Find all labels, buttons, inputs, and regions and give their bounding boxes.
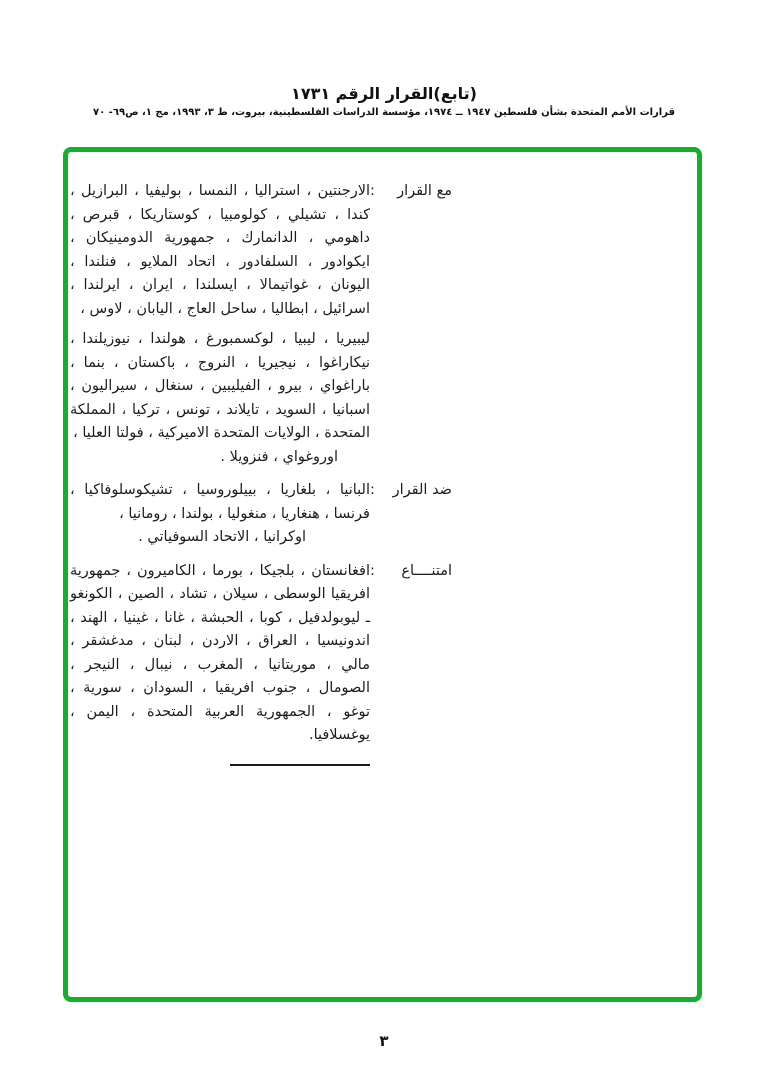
vote-group-against-countries	[70, 479, 370, 550]
vote-group-with	[68, 180, 452, 469]
page-number: ٣	[379, 1032, 389, 1050]
vote-group-against-label: ضد القرار	[392, 482, 452, 498]
label-colon: :	[370, 183, 375, 199]
label-colon: :	[370, 482, 375, 498]
with-countries-paragraph-2: ليبيريا ، ليبيا ، لوكسمبورغ ، هولندا ، نيوزيلندا ، نيكاراغوا ، نيجيريا ، النروج ، باكستان ، بنما ، باراغواي ، بيرو ، الفيليبين ، سنغال ، سيراليون ، اسبانيا ، السويد ، تايلاند ، تونس ، تركيا ، المملكة المتحدة ، الولايات المتحدة الاميركية ، فولتا العليا ،	[70, 331, 370, 441]
against-countries-paragraph: البانيا ، بلغاريا ، بييلوروسيا ، تشيكوسلوفاكيا ، فرنسا ، هنغاريا ، منغوليا ، بولندا ، رومانيا ،	[70, 482, 370, 522]
source-citation: قرارات الأمم المتحدة بشأن فلسطين ١٩٤٧ ــ ١٩٧٤، مؤسسة الدراسات الفلسطينية، بيروت، ط ٣، ١٩٩٣، مج ١، ص٦٩- ٧٠	[92, 107, 675, 118]
content-frame	[63, 147, 702, 1002]
vote-group-abstain-label-cell	[370, 560, 452, 748]
label-colon: :	[370, 562, 375, 579]
with-countries-paragraph-1: الارجنتين ، استراليا ، النمسا ، بوليفيا ، البرازيل ، كندا ، تشيلي ، كولومبيا ، كوستاريكا ، قبرص ، داهومي ، الدانمارك ، جمهورية الدومينيكان ، ايكوادور ، السلفادور ، اتحاد الملايو ، فنلندا ، اليونان ، غواتيمالا ، ايسلندا ، ايران ، ايرلندا ، اسرائيل ، ابطاليا ، ساحل العاج ، اليابان ، لاوس ،	[70, 183, 370, 317]
vote-group-with-label: مع القرار	[397, 183, 452, 199]
vote-group-abstain	[68, 560, 452, 748]
vote-group-abstain-countries	[70, 560, 370, 748]
vote-record	[68, 152, 452, 766]
vote-group-abstain-label: امتنــــاع	[401, 562, 452, 579]
against-countries-last-line: اوكرانيا ، الاتحاد السوفياتي .	[138, 529, 306, 545]
page-title: (تابع)القرار الرقم ١٧٣١	[291, 84, 477, 103]
with-countries-last-line: اوروغواي ، فنزويلا .	[220, 448, 338, 465]
vote-group-against	[68, 479, 452, 550]
abstain-countries-paragraph: افغانستان ، بلجيكا ، بورما ، الكاميرون ، جمهورية افريقيا الوسطى ، سيلان ، تشاد ، الصين ، الكونغو ـ ليوبولدفيل ، كوبا ، الحبشة ، غانا ، غينيا ، الهند ، اندونيسيا ، العراق ، الاردن ، لبنان ، مدغشقر ، مالي ، موريتانيا ، المغرب ، نيبال ، النيجر ، الصومال ، جنوب افريقيا ، السودان ، سورية ، توغو ، الجمهورية العربية المتحدة ، اليمن ، يوغسلافيا.	[70, 562, 370, 743]
vote-group-with-countries	[70, 180, 370, 469]
vote-group-with-label-cell	[370, 180, 452, 469]
vote-group-against-label-cell	[370, 479, 452, 550]
footnote-divider	[230, 764, 370, 766]
